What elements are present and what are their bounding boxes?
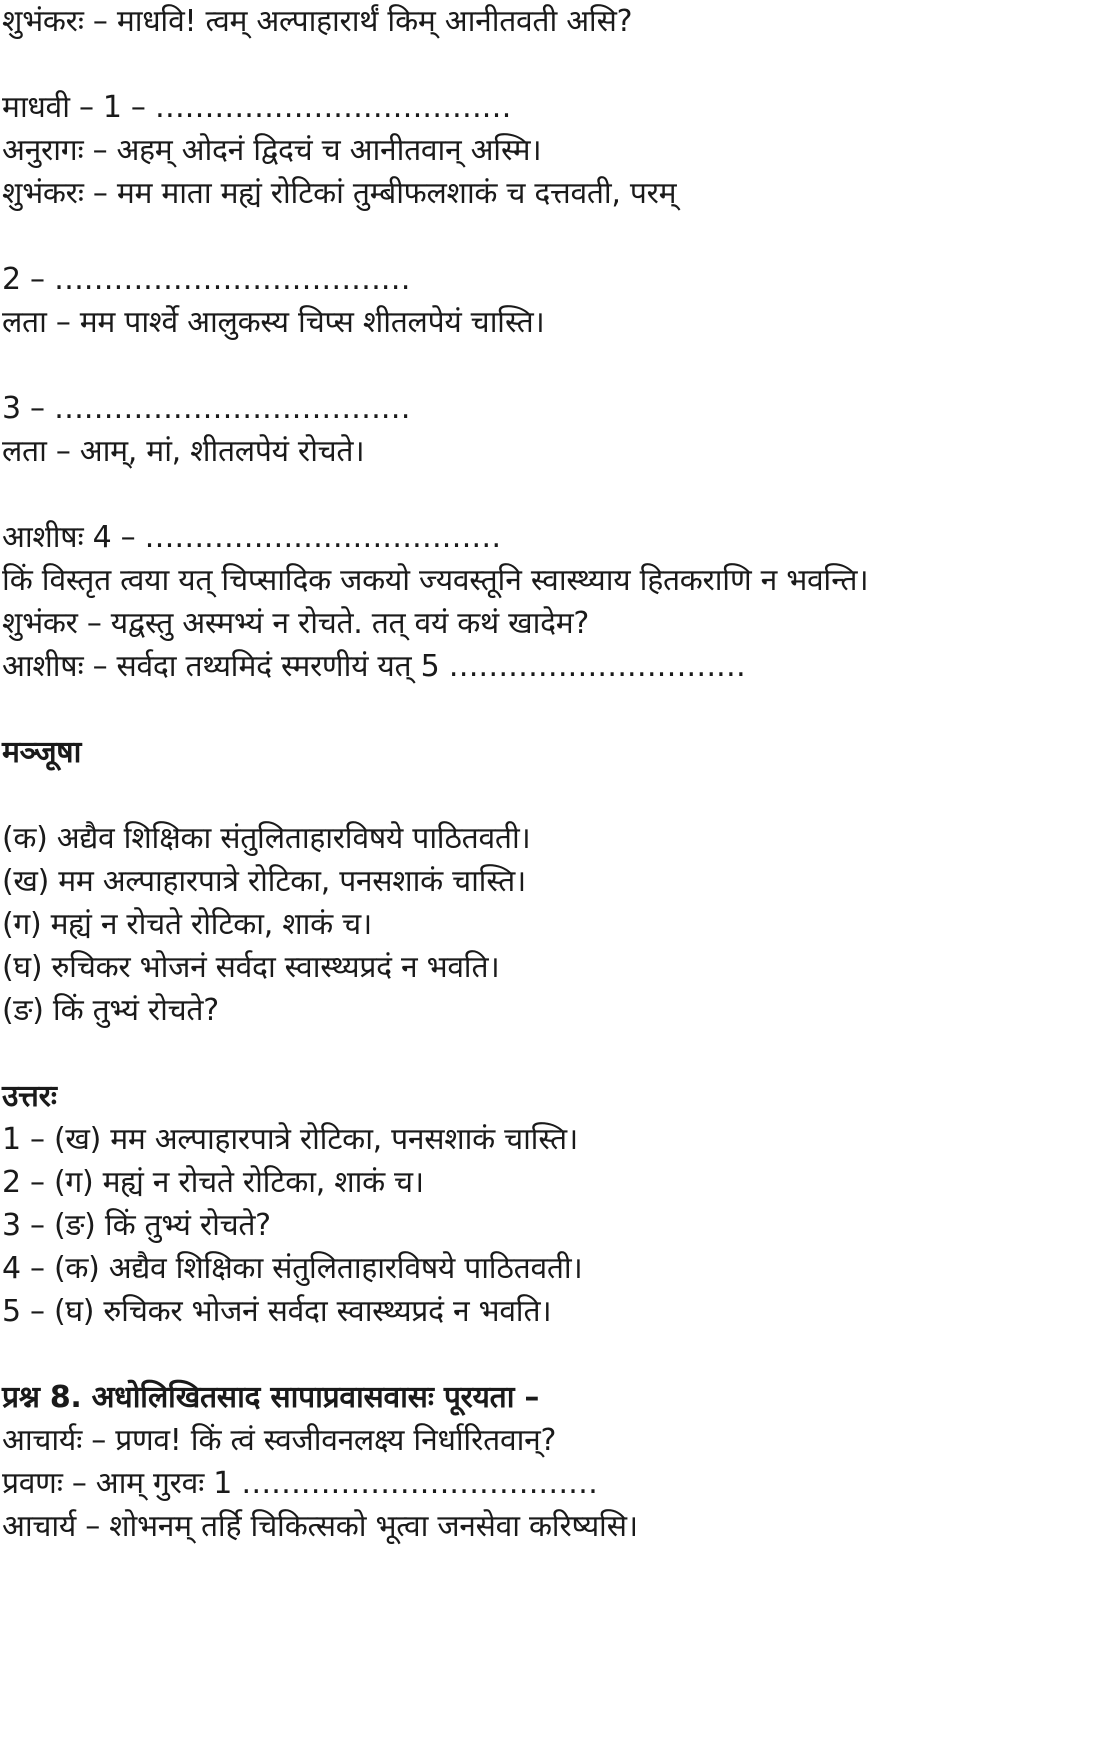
question-8-heading: प्रश्न 8. अधोलिखितसाद सापाप्रवासवासः पूरयता –	[2, 1380, 540, 1415]
answer-heading: उत्तरः	[2, 1079, 57, 1114]
manjusha-item: (घ) रुचिकर भोजनं सर्वदा स्वास्थ्यप्रदं न भवति।	[2, 950, 500, 985]
dialogue-line-5: 2 – ………………………………	[2, 262, 411, 297]
dialogue-line-11: शुभंकर – यद्वस्तु अस्मभ्यं न रोचते. तत् वयं कथं खादेम?	[2, 606, 590, 641]
dialogue-line-9: आशीषः 4 – ………………………………	[2, 520, 501, 555]
answer-item: 3 – (ङ) किं तुभ्यं रोचते?	[2, 1208, 271, 1243]
question-8-line-3: आचार्य – शोभनम् तर्हि चिकित्सको भूत्वा जनसेवा करिष्यसि।	[2, 1509, 638, 1544]
dialogue-line-8: लता – आम्, मां, शीतलपेयं रोचते।	[2, 434, 365, 469]
dialogue-line-4: शुभंकरः – मम माता मह्यं रोटिकां तुम्बीफलशाकं च दत्तवती, परम्	[2, 176, 677, 211]
answer-item: 4 – (क) अद्यैव शिक्षिका संतुलिताहारविषये पाठितवती।	[2, 1251, 583, 1286]
dialogue-line-7: 3 – ………………………………	[2, 391, 411, 426]
manjusha-item: (ख) मम अल्पाहारपात्रे रोटिका, पनसशाकं चास्ति।	[2, 864, 526, 899]
manjusha-heading: मञ्जूषा	[2, 735, 82, 770]
dialogue-line-10: किं विस्तृत त्वया यत् चिप्सादिक जकयो ज्यवस्तूनि स्वास्थ्याय हितकराणि न भवन्ति।	[2, 563, 869, 598]
answer-item: 1 – (ख) मम अल्पाहारपात्रे रोटिका, पनसशाकं चास्ति।	[2, 1122, 578, 1157]
dialogue-line-3: अनुरागः – अहम् ओदनं द्विदचं च आनीतवान् अस्मि।	[2, 133, 542, 168]
dialogue-line-1: शुभंकरः – माधवि! त्वम् अल्पाहारार्थं किम् आनीतवती असि?	[2, 4, 633, 39]
manjusha-item: (ग) मह्यं न रोचते रोटिका, शाकं च।	[2, 907, 372, 942]
question-8-line-1: आचार्यः – प्रणव! किं त्वं स्वजीवनलक्ष्य निर्धारितवान्?	[2, 1423, 557, 1458]
question-8-line-2: प्रवणः – आम् गुरवः 1 ………………………………	[2, 1466, 598, 1501]
manjusha-item: (ङ) किं तुभ्यं रोचते?	[2, 993, 219, 1028]
dialogue-line-2: माधवी – 1 – ………………………………	[2, 90, 512, 125]
manjusha-item: (क) अद्यैव शिक्षिका संतुलिताहारविषये पाठितवती।	[2, 821, 531, 856]
dialogue-line-12: आशीषः – सर्वदा तथ्यमिदं स्मरणीयं यत् 5 …………………………	[2, 649, 746, 684]
answer-item: 5 – (घ) रुचिकर भोजनं सर्वदा स्वास्थ्यप्रदं न भवति।	[2, 1294, 552, 1329]
answer-item: 2 – (ग) मह्यं न रोचते रोटिका, शाकं च।	[2, 1165, 424, 1200]
dialogue-line-6: लता – मम पार्श्वे आलुकस्य चिप्स शीतलपेयं चास्ति।	[2, 305, 545, 340]
